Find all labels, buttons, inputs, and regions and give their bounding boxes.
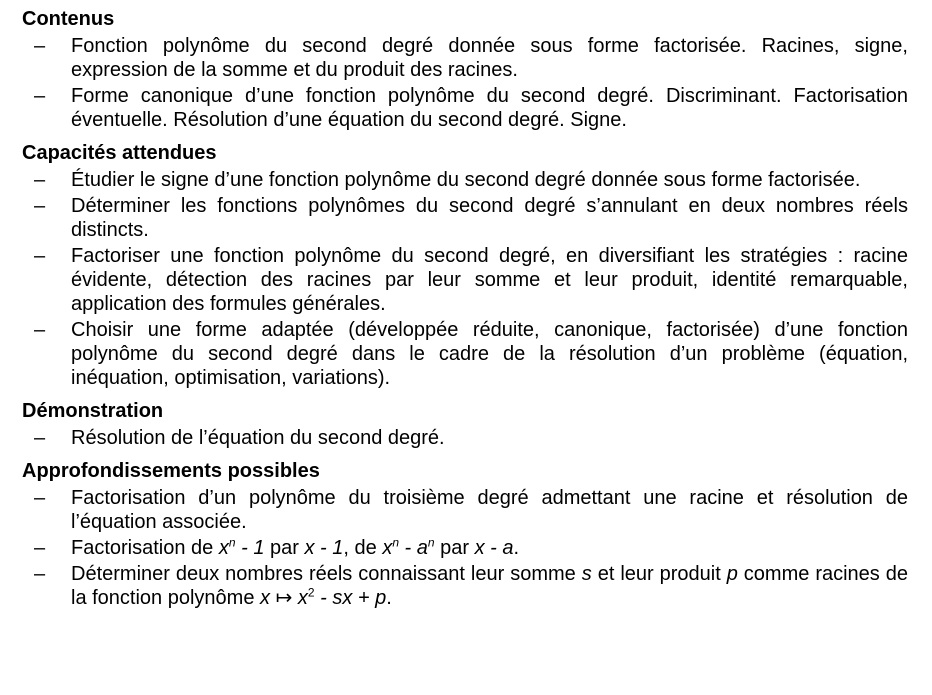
list-item (22, 426, 908, 450)
list-item (22, 34, 908, 82)
text-run: et leur produit (591, 563, 727, 585)
list-item-text: Fonction polynôme du second degré donnée sous forme factorisée. Racines, signe, expression de la somme et du produit des racines. (71, 35, 908, 81)
superscript: n (427, 535, 435, 550)
section-title: Démonstration (22, 400, 164, 422)
bullet-list (22, 168, 908, 390)
text-run: x (297, 587, 308, 609)
bullet-dash-icon: – (34, 85, 46, 107)
section (22, 140, 908, 390)
list-item (22, 194, 908, 242)
list-item-text: Choisir une forme adaptée (développée réduite, canonique, factorisée) d’une fonction polynôme du second degré dans le cadre de la résolution d’un problème (équation, inéquation, optimisation, variations). (71, 319, 908, 389)
list-item-text: Factoriser une fonction polynôme du second degré, en diversifiant les stratégies : racine évidente, détection des racines par leur somme et leur produit, identité remarquable, application des formules générales. (71, 245, 908, 315)
list-item (22, 84, 908, 132)
text-run: , de (343, 537, 383, 559)
text-run: x (382, 537, 393, 559)
bullet-dash-icon: – (34, 487, 46, 509)
text-run: x (218, 537, 229, 559)
list-item-text (71, 537, 519, 559)
text-run: Déterminer deux nombres réels connaissant leur somme (71, 563, 582, 585)
list-item (22, 536, 908, 560)
list-item-text: Forme canonique d’une fonction polynôme du second degré. Discriminant. Factorisation éventuelle. Résolution d’une équation du second degré. Signe. (71, 85, 908, 131)
list-item (22, 486, 908, 534)
text-run: comme racines de la fonction polynôme (71, 563, 908, 609)
text-run: - 1 (235, 537, 265, 559)
text-run: - a (399, 537, 428, 559)
text-run: Factorisation de (71, 537, 219, 559)
list-item (22, 168, 908, 192)
text-run: par (264, 537, 305, 559)
text-run: - sx + p (314, 587, 387, 609)
list-item (22, 562, 908, 610)
text-run: x - 1 (304, 537, 344, 559)
text-run: . (513, 537, 520, 559)
text-run: par (434, 537, 475, 559)
bullet-dash-icon: – (34, 319, 46, 341)
bullet-list (22, 34, 908, 132)
superscript: n (228, 535, 236, 550)
list-item-text: Résolution de l’équation du second degré. (71, 427, 445, 449)
section (22, 458, 908, 610)
bullet-list (22, 486, 908, 610)
section (22, 6, 908, 132)
list-item-text: Étudier le signe d’une fonction polynôme du second degré donnée sous forme factorisée. (71, 169, 861, 191)
list-item (22, 318, 908, 390)
list-item-text: Factorisation d’un polynôme du troisième degré admettant une racine et résolution de l’équation associée. (71, 487, 908, 533)
text-run: p (726, 563, 738, 585)
text-run: ↦ (270, 587, 298, 609)
bullet-dash-icon: – (34, 563, 46, 585)
list-item-text: Déterminer les fonctions polynômes du second degré s’annulant en deux nombres réels distincts. (71, 195, 908, 241)
bullet-dash-icon: – (34, 245, 46, 267)
section-title: Contenus (22, 8, 115, 30)
superscript: 2 (307, 585, 315, 600)
text-run: x (260, 587, 271, 609)
bullet-dash-icon: – (34, 537, 46, 559)
bullet-dash-icon: – (34, 427, 46, 449)
bullet-list (22, 426, 908, 450)
text-run: . (386, 587, 392, 609)
bullet-dash-icon: – (34, 169, 46, 191)
bullet-dash-icon: – (34, 35, 46, 57)
section-title: Capacités attendues (22, 142, 217, 164)
text-run: x - a (474, 537, 514, 559)
list-item-text (71, 563, 908, 609)
text-run: s (581, 563, 592, 585)
section-title: Approfondissements possibles (22, 460, 320, 482)
bullet-dash-icon: – (34, 195, 46, 217)
section (22, 398, 908, 450)
list-item (22, 244, 908, 316)
superscript: n (392, 535, 399, 550)
